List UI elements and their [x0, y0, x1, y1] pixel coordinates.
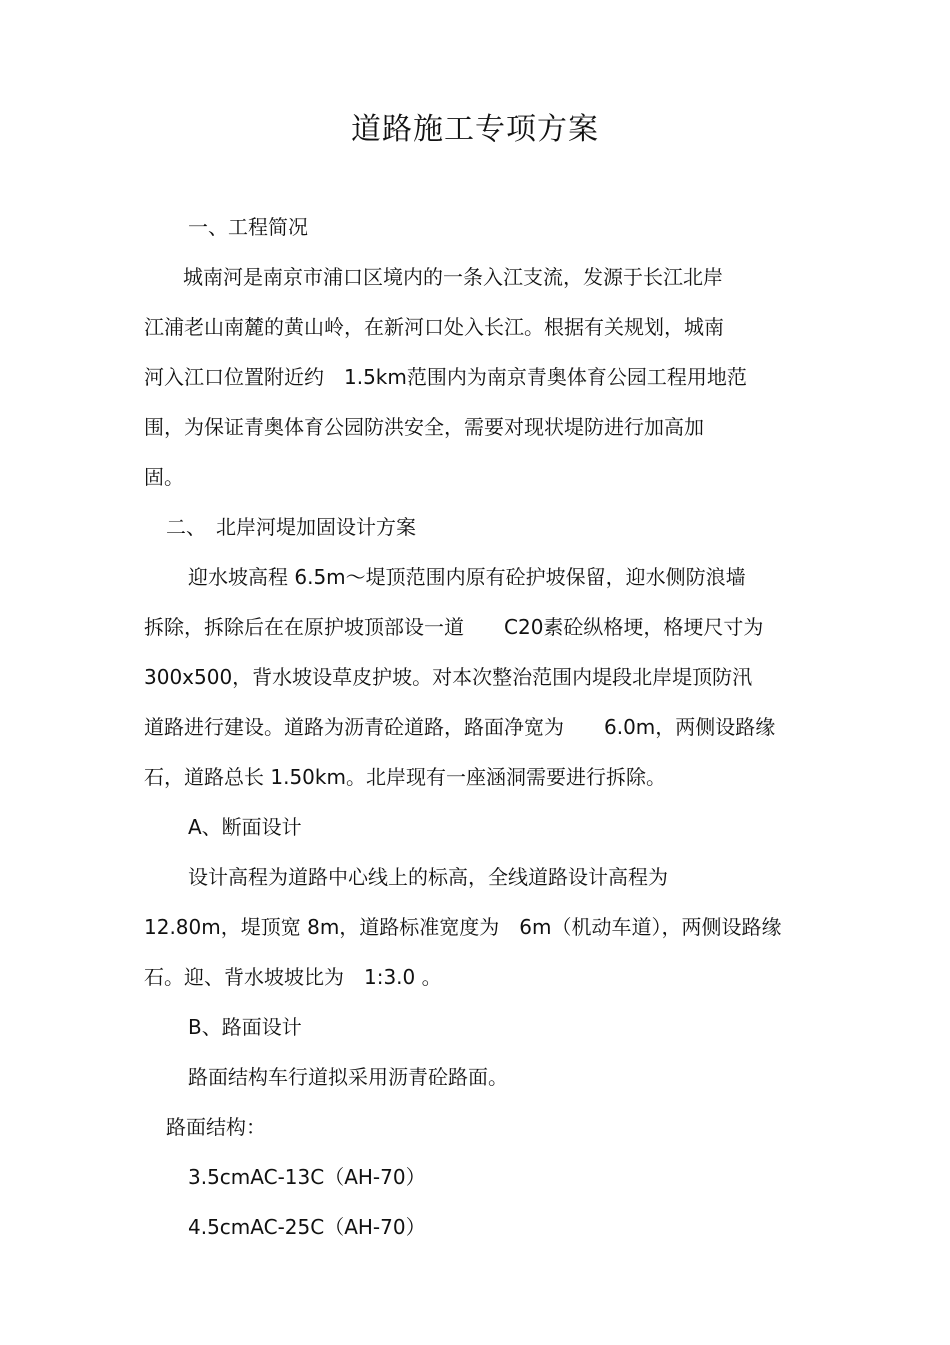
paragraph-line: 固。	[144, 465, 184, 489]
paragraph-line: 石，道路总长 1.50km。北岸现有一座涵洞需要进行拆除。	[144, 765, 666, 789]
paragraph-line: 江浦老山南麓的黄山岭，在新河口处入长江。根据有关规划，城南	[144, 315, 724, 339]
paragraph-line: 路面结构：	[166, 1115, 266, 1139]
page-title: 道路施工专项方案	[351, 112, 599, 147]
paragraph-line: 围，为保证青奥体育公园防洪安全，需要对现状堤防进行加高加	[144, 415, 704, 439]
subsection-heading-b: B、路面设计	[188, 1015, 302, 1039]
paragraph-line: 迎水坡高程 6.5m～堤顶范围内原有砼护坡保留，迎水侧防浪墙	[188, 565, 746, 589]
paragraph-line: 石。迎、背水坡坡比为 1:3.0 。	[144, 965, 442, 989]
paragraph-line: 城南河是南京市浦口区境内的一条入江支流，发源于长江北岸	[183, 265, 723, 289]
paragraph-line: 设计高程为道路中心线上的标高，全线道路设计高程为	[188, 865, 668, 889]
section-heading-1: 一、工程简况	[188, 215, 308, 239]
section-heading-2: 二、 北岸河堤加固设计方案	[166, 515, 416, 539]
paragraph-line: 12.80m，堤顶宽 8m，道路标准宽度为 6m（机动车道），两侧设路缘	[144, 915, 782, 939]
paragraph-line: 道路进行建设。道路为沥青砼道路，路面净宽为 6.0m，两侧设路缘	[144, 715, 776, 739]
paragraph-line: 拆除，拆除后在在原护坡顶部设一道 C20素砼纵格埂，格埂尺寸为	[144, 615, 764, 639]
paragraph-line: 路面结构车行道拟采用沥青砼路面。	[188, 1065, 508, 1089]
list-item: 4.5cmAC-25C（AH-70）	[188, 1215, 426, 1239]
subsection-heading-a: A、断面设计	[188, 815, 302, 839]
paragraph-line: 300x500，背水坡设草皮护坡。对本次整治范围内堤段北岸堤顶防汛	[144, 665, 753, 689]
paragraph-line: 河入江口位置附近约 1.5km范围内为南京青奥体育公园工程用地范	[144, 365, 747, 389]
list-item: 3.5cmAC-13C（AH-70）	[188, 1165, 426, 1189]
